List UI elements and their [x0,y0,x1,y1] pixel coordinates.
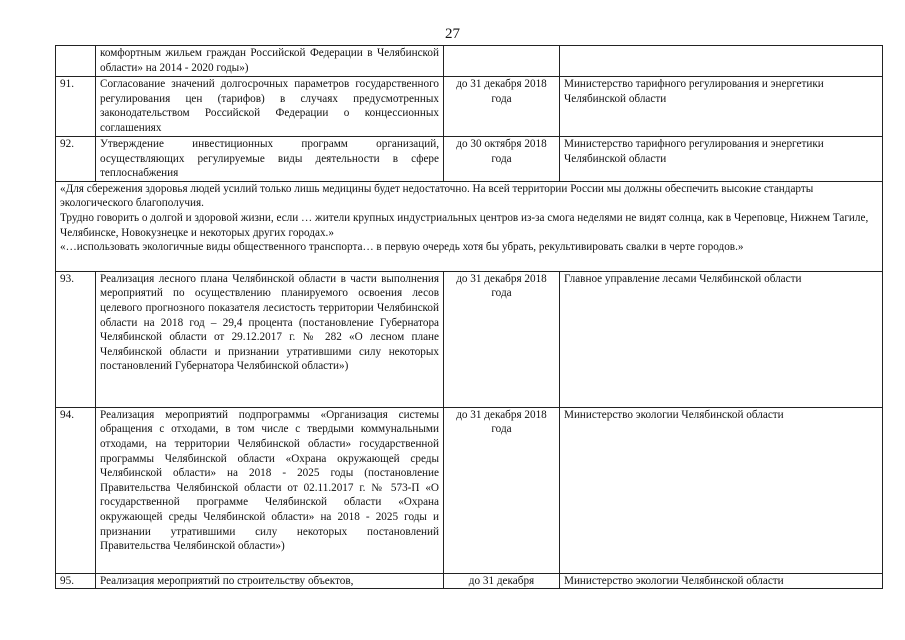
row-description: Реализация лесного плана Челябинской области в части выполнения мероприятий по осуществлению планируемого освоения лесов целевого прогнозного показателя лесистость территории Челябинской области на 2018 год – 29,4 процента (постановление Губернатора Челябинской области от 29.12.2017 г. № 282 «О лесном плане Челябинской области и признании утратившими силу некоторых постановлений Губернатора Челябинской области») [96,271,444,407]
table-row [56,271,883,407]
row-deadline: до 31 декабря [444,573,560,589]
table-row [56,46,883,77]
row-number: 91. [56,77,96,137]
quote-paragraph: Трудно говорить о долгой и здоровой жизни, если … жители крупных индустриальных центров из-за смога неделями не видят солнца, как в Череповце, Нижнем Тагиле, Челябинске, Новокузнецке и некоторых других городах.» [60,211,869,239]
plan-table [55,45,883,589]
row-responsible [560,46,883,77]
row-description: Утверждение инвестиционных программ организаций, осуществляющих регулируемые виды деятельности в сфере теплоснабжения [96,137,444,182]
row-description: Согласование значений долгосрочных параметров государственного регулирования цен (тарифов) в случаях предусмотренных законодательством Российской Федерации о концессионных соглашениях [96,77,444,137]
row-description: Реализация мероприятий по строительству объектов, [96,573,444,589]
row-deadline: до 31 декабря 2018 года [444,271,560,407]
quote-paragraph: «Для сбережения здоровья людей усилий только лишь медицины будет недостаточно. На всей территории России мы должны обеспечить высокие стандарты экологического благополучия. [60,182,814,210]
row-responsible: Министерство экологии Челябинской области [560,573,883,589]
note-row [56,181,883,271]
table-row [56,573,883,589]
president-quote [56,181,883,271]
table-row [56,407,883,573]
row-responsible: Министерство тарифного регулирования и энергетики Челябинской области [560,137,883,182]
row-number: 94. [56,407,96,573]
row-responsible: Министерство тарифного регулирования и энергетики Челябинской области [560,77,883,137]
row-responsible: Главное управление лесами Челябинской области [560,271,883,407]
row-number: 95. [56,573,96,589]
row-deadline: до 31 декабря 2018 года [444,77,560,137]
table-row [56,137,883,182]
row-description: Реализация мероприятий подпрограммы «Организация системы обращения с отходами, в том числе с твердыми коммунальными отходами, на территории Челябинской области» государственной программы Челябинской области «Охрана окружающей среды Челябинской области» на 2018 - 2025 годы (постановление Правительства Челябинской области от 02.11.2017 г. № 573-П «О государственной программе Челябинской области «Охрана окружающей среды Челябинской области» на 2018 - 2025 годы и признании утратившими силу некоторых постановлений Правительства Челябинской области») [96,407,444,573]
row-deadline: до 30 октября 2018 года [444,137,560,182]
row-number: 92. [56,137,96,182]
row-deadline: до 31 декабря 2018 года [444,407,560,573]
page-number: 27 [445,26,460,42]
row-deadline [444,46,560,77]
quote-paragraph: «…использовать экологичные виды общественного транспорта… в первую очередь хотя бы убрать, рекультивировать свалки в черте городов.» [60,241,744,254]
table-row [56,77,883,137]
row-number: 93. [56,271,96,407]
row-responsible: Министерство экологии Челябинской области [560,407,883,573]
row-description: комфортным жильем граждан Российской Федерации в Челябинской области» на 2014 - 2020 годы») [96,46,444,77]
row-number [56,46,96,77]
